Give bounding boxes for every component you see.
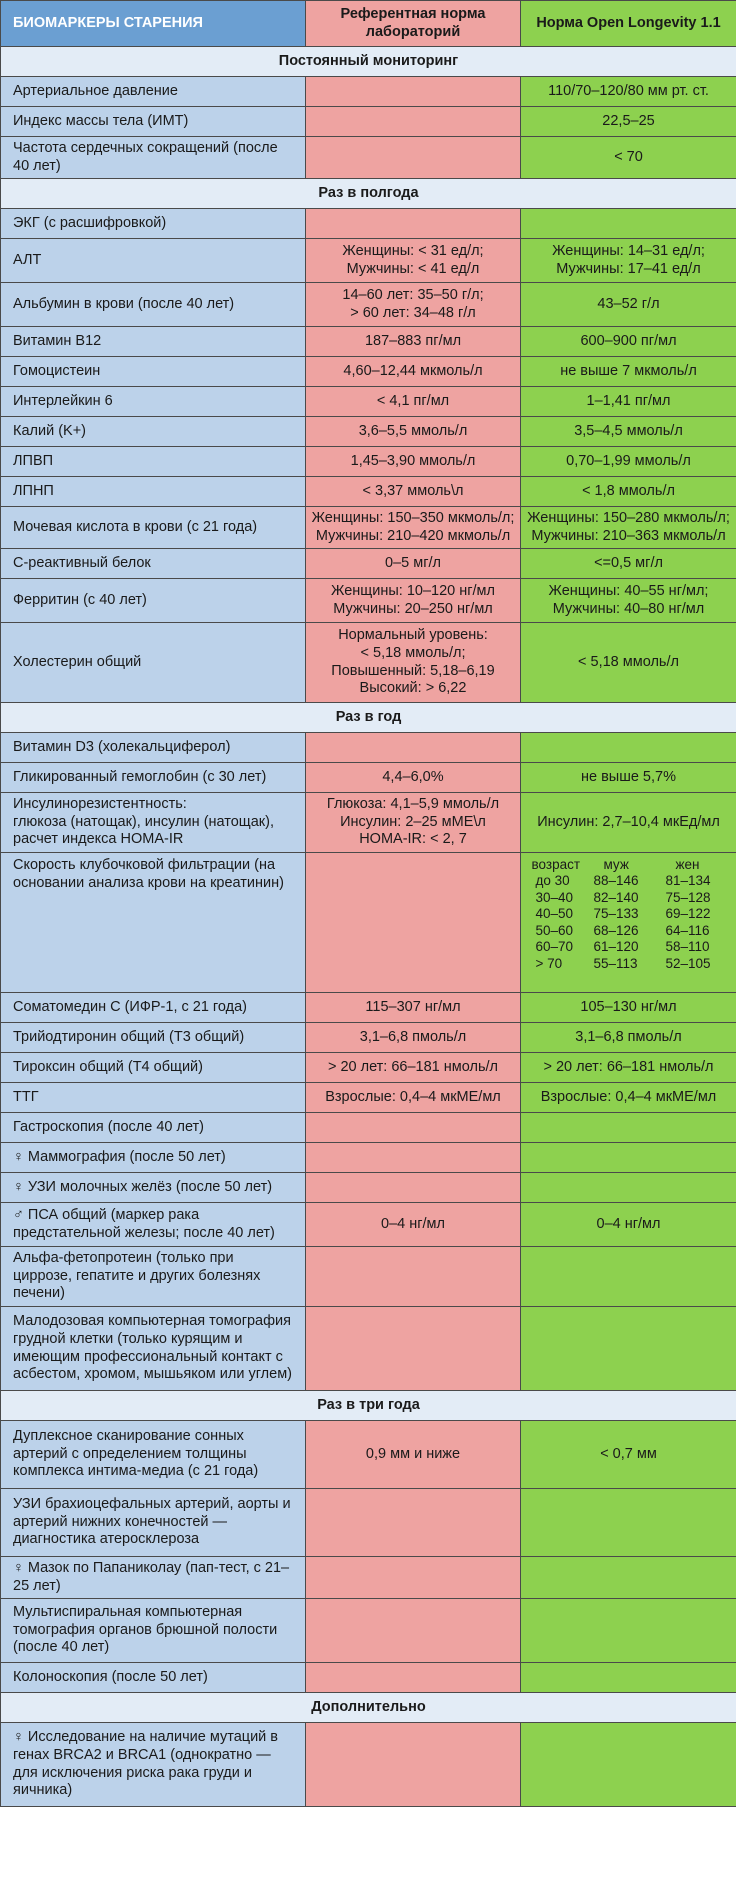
text-line: 4,60–12,44 мкмоль/л bbox=[343, 362, 483, 379]
biomarker-row bbox=[1, 239, 736, 283]
text-line: <=0,5 мг/л bbox=[594, 554, 663, 571]
biomarker-row bbox=[1, 1489, 736, 1557]
lab-reference-value bbox=[306, 1421, 521, 1489]
open-longevity-value bbox=[521, 1489, 736, 1557]
lab-reference-value bbox=[306, 209, 521, 239]
text-line: циррозе, гепатите и других болезнях bbox=[13, 1267, 261, 1284]
header-lab-reference bbox=[306, 1, 521, 47]
text-line: ♀ Мазок по Папаниколау (пап-тест, с 21– bbox=[13, 1559, 290, 1576]
biomarker-name bbox=[1, 137, 306, 179]
text-line: Женщины: < 31 ед/л; bbox=[342, 242, 484, 259]
text-line: Референтная норма bbox=[340, 5, 486, 22]
text-line: Ферритин (с 40 лет) bbox=[13, 591, 147, 608]
open-longevity-value bbox=[521, 1203, 736, 1247]
biomarker-row bbox=[1, 209, 736, 239]
open-longevity-value bbox=[521, 239, 736, 283]
biomarker-name bbox=[1, 993, 306, 1023]
open-longevity-value bbox=[521, 1053, 736, 1083]
text-line: Интерлейкин 6 bbox=[13, 392, 113, 409]
text-line: ЛПВП bbox=[13, 452, 54, 469]
text-line: < 3,37 ммоль\л bbox=[362, 482, 464, 499]
lab-reference-value bbox=[306, 447, 521, 477]
biomarker-name bbox=[1, 239, 306, 283]
open-longevity-value bbox=[521, 137, 736, 179]
open-longevity-value bbox=[521, 77, 736, 107]
lab-reference-value bbox=[306, 623, 521, 703]
text-line: 3,1–6,8 пмоль/л bbox=[575, 1028, 682, 1045]
gfr-cell: до 30 bbox=[535, 873, 570, 889]
text-line: Взрослые: 0,4–4 мкМЕ/мл bbox=[325, 1088, 501, 1105]
biomarker-name bbox=[1, 1143, 306, 1173]
biomarker-name bbox=[1, 579, 306, 623]
text-line: ♀ УЗИ молочных желёз (после 50 лет) bbox=[13, 1178, 273, 1195]
open-longevity-value bbox=[521, 1663, 736, 1693]
biomarker-row bbox=[1, 1083, 736, 1113]
text-line: Скорость клубочковой фильтрации (на bbox=[13, 857, 276, 873]
biomarker-row bbox=[1, 1599, 736, 1663]
biomarker-name bbox=[1, 209, 306, 239]
gfr-cell: 30–40 bbox=[535, 889, 574, 905]
gfr-cell: 52–105 bbox=[665, 955, 711, 971]
lab-reference-value bbox=[306, 1053, 521, 1083]
section-row bbox=[1, 1391, 736, 1421]
gfr-cell: 60–70 bbox=[535, 939, 574, 955]
biomarker-row bbox=[1, 1203, 736, 1247]
lab-reference-value bbox=[306, 507, 521, 549]
open-longevity-value bbox=[521, 1723, 736, 1807]
text-line: Дуплексное сканирование сонных bbox=[13, 1427, 244, 1444]
biomarker-row bbox=[1, 1723, 736, 1807]
text-line: Гастроскопия (после 40 лет) bbox=[13, 1118, 204, 1135]
text-line: < 5,18 ммоль/л bbox=[578, 653, 679, 670]
text-line: С-реактивный белок bbox=[13, 554, 151, 571]
biomarker-name bbox=[1, 623, 306, 703]
text-line: Калий (K+) bbox=[13, 422, 86, 439]
section-title: Постоянный мониторинг bbox=[1, 47, 736, 77]
lab-reference-value bbox=[306, 77, 521, 107]
open-longevity-value bbox=[521, 1083, 736, 1113]
lab-reference-value bbox=[306, 137, 521, 179]
text-line: Нормальный уровень: bbox=[338, 626, 488, 643]
open-longevity-value bbox=[521, 357, 736, 387]
text-line: Женщины: 10–120 нг/мл bbox=[331, 582, 495, 599]
text-line: 600–900 пг/мл bbox=[580, 332, 677, 349]
biomarker-name bbox=[1, 1599, 306, 1663]
lab-reference-value bbox=[306, 1307, 521, 1391]
text-line: 25 лет) bbox=[13, 1577, 61, 1594]
lab-reference-value bbox=[306, 1489, 521, 1557]
text-line: Частота сердечных сокращений (после bbox=[13, 139, 278, 156]
open-longevity-value bbox=[521, 507, 736, 549]
text-line: генах BRCA2 и BRCA1 (однократно — bbox=[13, 1746, 271, 1763]
biomarker-name bbox=[1, 107, 306, 137]
biomarker-row bbox=[1, 1053, 736, 1083]
text-line: Мужчины: 17–41 ед/л bbox=[556, 260, 701, 277]
section-row bbox=[1, 703, 736, 733]
lab-reference-value bbox=[306, 1247, 521, 1307]
open-longevity-value bbox=[521, 1113, 736, 1143]
gfr-cell: 58–110 bbox=[665, 939, 710, 955]
biomarker-name bbox=[1, 1723, 306, 1807]
text-line: 0–4 нг/мл bbox=[596, 1215, 661, 1232]
text-line: Глюкоза: 4,1–5,9 ммоль/л bbox=[326, 795, 500, 812]
biomarker-name bbox=[1, 327, 306, 357]
lab-reference-value bbox=[306, 1023, 521, 1053]
biomarker-row bbox=[1, 1023, 736, 1053]
biomarker-row bbox=[1, 1173, 736, 1203]
text-line: 110/70–120/80 мм рт. ст. bbox=[548, 82, 709, 99]
open-longevity-value bbox=[521, 1599, 736, 1663]
gfr-header: жен bbox=[675, 857, 700, 872]
text-line: 0–5 мг/л bbox=[385, 554, 441, 571]
lab-reference-value bbox=[306, 1599, 521, 1663]
biomarker-row bbox=[1, 793, 736, 853]
text-line: Женщины: 14–31 ед/л; bbox=[552, 242, 705, 259]
header-biomarkers: БИОМАРКЕРЫ СТАРЕНИЯ bbox=[1, 1, 306, 47]
biomarker-row bbox=[1, 1113, 736, 1143]
text-line: < 4,1 пг/мл bbox=[376, 392, 450, 409]
gfr-cell: 68–126 bbox=[593, 922, 639, 938]
text-line: Витамин В12 bbox=[13, 332, 102, 349]
biomarker-row bbox=[1, 417, 736, 447]
biomarker-row bbox=[1, 77, 736, 107]
biomarker-name bbox=[1, 1489, 306, 1557]
open-longevity-value bbox=[521, 417, 736, 447]
text-line: Соматомедин С (ИФР-1, с 21 года) bbox=[13, 998, 248, 1015]
lab-reference-value bbox=[306, 327, 521, 357]
open-longevity-value bbox=[521, 327, 736, 357]
text-line: Трийодтиронин общий (Т3 общий) bbox=[13, 1028, 245, 1045]
text-line: не выше 5,7% bbox=[580, 768, 676, 785]
text-line: лабораторий bbox=[365, 23, 461, 40]
text-line: комплекса интима-медиа (с 21 года) bbox=[13, 1463, 259, 1480]
biomarker-row bbox=[1, 357, 736, 387]
gfr-cell: 75–133 bbox=[593, 906, 639, 922]
open-longevity-value bbox=[521, 1557, 736, 1599]
gfr-cell: 81–134 bbox=[665, 873, 711, 889]
lab-reference-value bbox=[306, 387, 521, 417]
text-line: Альфа-фетопротеин (только при bbox=[13, 1249, 234, 1266]
text-line: Индекс массы тела (ИМТ) bbox=[13, 112, 189, 129]
gfr-header: возраст bbox=[531, 857, 581, 872]
text-line: глюкоза (натощак), инсулин (натощак), bbox=[13, 813, 275, 830]
text-line: 0,70–1,99 ммоль/л bbox=[566, 452, 691, 469]
text-line: 1–1,41 пг/мл bbox=[586, 392, 671, 409]
biomarker-name bbox=[1, 387, 306, 417]
text-line: не выше 7 мкмоль/л bbox=[560, 362, 697, 379]
text-line: 187–883 пг/мл bbox=[364, 332, 462, 349]
text-line: печени) bbox=[13, 1285, 65, 1302]
biomarker-row bbox=[1, 283, 736, 327]
text-line: Гликированный гемоглобин (с 30 лет) bbox=[13, 768, 267, 785]
biomarker-row bbox=[1, 1663, 736, 1693]
open-longevity-value bbox=[521, 1247, 736, 1307]
lab-reference-value bbox=[306, 793, 521, 853]
lab-reference-value bbox=[306, 283, 521, 327]
biomarker-name bbox=[1, 1173, 306, 1203]
text-line: 115–307 нг/мл bbox=[365, 998, 461, 1015]
text-line: 3,5–4,5 ммоль/л bbox=[574, 422, 683, 439]
gfr-cell: > 70 bbox=[535, 955, 563, 971]
header-row bbox=[1, 1, 736, 47]
text-line: асбестом, хромом, мышьяком или углем) bbox=[13, 1366, 293, 1383]
biomarker-row bbox=[1, 387, 736, 417]
text-line: < 0,7 мм bbox=[600, 1445, 657, 1462]
biomarker-row bbox=[1, 447, 736, 477]
text-line: УЗИ брахиоцефальных артерий, аорты и bbox=[13, 1495, 291, 1512]
text-line: Холестерин общий bbox=[13, 653, 142, 670]
biomarker-name bbox=[1, 1421, 306, 1489]
text-line: > 60 лет: 34–48 г/л bbox=[350, 304, 476, 321]
text-line: Повышенный: 5,18–6,19 bbox=[331, 662, 495, 679]
text-line: 4,4–6,0% bbox=[382, 768, 444, 785]
text-line: 3,1–6,8 пмоль/л bbox=[359, 1028, 467, 1045]
text-line: 14–60 лет: 35–50 г/л; bbox=[342, 286, 484, 303]
biomarker-row bbox=[1, 993, 736, 1023]
biomarker-row bbox=[1, 623, 736, 703]
biomarker-row bbox=[1, 1143, 736, 1173]
open-longevity-value bbox=[521, 1143, 736, 1173]
open-longevity-value bbox=[521, 623, 736, 703]
biomarker-name bbox=[1, 1083, 306, 1113]
biomarker-name bbox=[1, 477, 306, 507]
lab-reference-value bbox=[306, 1173, 521, 1203]
biomarker-row bbox=[1, 1421, 736, 1489]
lab-reference-value bbox=[306, 1663, 521, 1693]
lab-reference-value bbox=[306, 733, 521, 763]
text-line: 0,9 мм и ниже bbox=[365, 1445, 461, 1462]
open-longevity-value bbox=[521, 107, 736, 137]
lab-reference-value bbox=[306, 1083, 521, 1113]
text-line: (после 40 лет) bbox=[13, 1639, 110, 1656]
text-line: 0–4 нг/мл bbox=[381, 1215, 445, 1232]
text-line: диагностика атеросклероза bbox=[13, 1531, 200, 1548]
text-line: Малодозовая компьютерная томография bbox=[13, 1312, 292, 1329]
text-line: Альбумин в крови (после 40 лет) bbox=[13, 295, 235, 312]
biomarker-row bbox=[1, 853, 736, 993]
biomarker-name bbox=[1, 357, 306, 387]
biomarker-name bbox=[1, 1113, 306, 1143]
lab-reference-value bbox=[306, 763, 521, 793]
text-line: Высокий: > 6,22 bbox=[359, 680, 467, 697]
text-line: < 70 bbox=[614, 148, 643, 165]
gfr-cell: 40–50 bbox=[535, 906, 574, 922]
open-longevity-value bbox=[521, 579, 736, 623]
text-line: Инсулинорезистентность: bbox=[13, 795, 187, 812]
header-open-longevity: Норма Open Longevity 1.1 bbox=[521, 1, 736, 47]
text-line: Женщины: 150–350 мкмоль/л; bbox=[311, 509, 515, 526]
text-line: 22,5–25 bbox=[602, 112, 655, 129]
text-line: Инсулин: 2–25 мМЕ\л bbox=[340, 813, 486, 830]
biomarker-name bbox=[1, 77, 306, 107]
text-line: ♀ Исследование на наличие мутаций в bbox=[13, 1728, 279, 1745]
text-line: 3,6–5,5 ммоль/л bbox=[358, 422, 468, 439]
text-line: Мультиспиральная компьютерная bbox=[13, 1603, 243, 1620]
biomarker-row bbox=[1, 549, 736, 579]
gfr-cell: 88–146 bbox=[593, 873, 639, 889]
lab-reference-value bbox=[306, 1113, 521, 1143]
biomarker-name bbox=[1, 507, 306, 549]
text-line: ТТГ bbox=[13, 1088, 39, 1105]
open-longevity-value bbox=[521, 447, 736, 477]
gfr-cell: 50–60 bbox=[535, 922, 574, 938]
text-line: томография органов брюшной полости bbox=[13, 1621, 278, 1638]
biomarker-row bbox=[1, 477, 736, 507]
biomarker-name bbox=[1, 283, 306, 327]
text-line: Взрослые: 0,4–4 мкМЕ/мл bbox=[540, 1088, 717, 1105]
lab-reference-value bbox=[306, 477, 521, 507]
section-row bbox=[1, 47, 736, 77]
biomarker-name bbox=[1, 793, 306, 853]
open-longevity-value bbox=[521, 763, 736, 793]
gfr-cell: 64–116 bbox=[665, 922, 710, 938]
text-line: HOMA-IR: < 2, 7 bbox=[359, 831, 467, 848]
text-line: Мужчины: 20–250 нг/мл bbox=[333, 600, 493, 617]
text-line: > 20 лет: 66–181 нмоль/л bbox=[543, 1058, 714, 1075]
biomarker-row bbox=[1, 579, 736, 623]
open-longevity-value bbox=[521, 387, 736, 417]
text-line: АЛТ bbox=[13, 251, 42, 268]
biomarker-row bbox=[1, 107, 736, 137]
open-longevity-value bbox=[521, 793, 736, 853]
open-longevity-value bbox=[521, 1421, 736, 1489]
section-row bbox=[1, 179, 736, 209]
section-title: Раз в три года bbox=[1, 1391, 736, 1421]
biomarker-name bbox=[1, 1203, 306, 1247]
section-title: Дополнительно bbox=[1, 1693, 736, 1723]
biomarker-name bbox=[1, 549, 306, 579]
gfr-cell: 69–122 bbox=[665, 906, 711, 922]
lab-reference-value bbox=[306, 107, 521, 137]
gfr-cell: 61–120 bbox=[593, 939, 639, 955]
text-line: Мужчины: 210–420 мкмоль/л bbox=[315, 527, 511, 544]
text-line: для исключения риска рака груди и bbox=[13, 1764, 252, 1781]
open-longevity-value bbox=[521, 209, 736, 239]
open-longevity-value bbox=[521, 1173, 736, 1203]
biomarker-row bbox=[1, 327, 736, 357]
biomarker-name bbox=[1, 733, 306, 763]
text-line: Мужчины: < 41 ед/л bbox=[346, 260, 480, 277]
lab-reference-value bbox=[306, 1723, 521, 1807]
text-line: Гомоцистеин bbox=[13, 362, 101, 379]
gfr-cell: 82–140 bbox=[593, 889, 639, 905]
biomarker-row bbox=[1, 733, 736, 763]
text-line: Артериальное давление bbox=[13, 82, 178, 99]
section-title: Раз в полгода bbox=[1, 179, 736, 209]
text-line: грудной клетки (только курящим и bbox=[13, 1330, 243, 1347]
text-line: яичника) bbox=[13, 1782, 73, 1799]
text-line: артерий нижних конечностей — bbox=[13, 1513, 228, 1530]
gfr-norms-table bbox=[532, 857, 726, 972]
gfr-cell: 75–128 bbox=[665, 889, 711, 905]
text-line: < 1,8 ммоль/л bbox=[582, 482, 675, 499]
text-line: ЭКГ (с расшифровкой) bbox=[13, 214, 167, 231]
biomarker-row bbox=[1, 1557, 736, 1599]
biomarker-name bbox=[1, 1663, 306, 1693]
text-line: Витамин D3 (холекальциферол) bbox=[13, 738, 231, 755]
open-longevity-value bbox=[521, 1023, 736, 1053]
biomarker-row bbox=[1, 507, 736, 549]
text-line: < 5,18 ммоль/л; bbox=[360, 644, 466, 661]
gfr-cell: 55–113 bbox=[593, 955, 638, 971]
lab-reference-value bbox=[306, 1203, 521, 1247]
biomarker-name bbox=[1, 1053, 306, 1083]
biomarker-row bbox=[1, 137, 736, 179]
text-line: Женщины: 150–280 мкмоль/л; bbox=[527, 509, 730, 526]
text-line: основании анализа крови на креатинин) bbox=[13, 874, 284, 891]
text-line: артерий с определением толщины bbox=[13, 1445, 247, 1462]
section-title: Раз в год bbox=[1, 703, 736, 733]
text-line: 43–52 г/л bbox=[597, 295, 660, 312]
lab-reference-value bbox=[306, 1143, 521, 1173]
biomarker-row bbox=[1, 763, 736, 793]
text-line: ♀ Маммография (после 50 лет) bbox=[13, 1148, 226, 1165]
text-line: предстательной железы; после 40 лет) bbox=[13, 1224, 275, 1241]
text-line: Мужчины: 40–80 нг/мл bbox=[552, 600, 705, 617]
text-line: Женщины: 40–55 нг/мл; bbox=[548, 582, 709, 599]
biomarker-name bbox=[1, 763, 306, 793]
text-line: Мужчины: 210–363 мкмоль/л bbox=[531, 527, 726, 544]
section-row bbox=[1, 1693, 736, 1723]
text-line: Мочевая кислота в крови (с 21 года) bbox=[13, 518, 258, 535]
text-line: Инсулин: 2,7–10,4 мкЕд/мл bbox=[537, 813, 720, 830]
open-longevity-value bbox=[521, 283, 736, 327]
biomarker-name bbox=[1, 1557, 306, 1599]
open-longevity-value bbox=[521, 549, 736, 579]
biomarker-name bbox=[1, 447, 306, 477]
text-line: расчет индекса HOMA-IR bbox=[13, 831, 184, 848]
biomarker-name bbox=[1, 1247, 306, 1307]
biomarker-row bbox=[1, 1247, 736, 1307]
lab-reference-value bbox=[306, 549, 521, 579]
text-line: 1,45–3,90 ммоль/л bbox=[350, 452, 476, 469]
biomarker-name bbox=[1, 1307, 306, 1391]
open-longevity-value bbox=[521, 477, 736, 507]
text-line: 105–130 нг/мл bbox=[580, 998, 677, 1015]
lab-reference-value bbox=[306, 357, 521, 387]
open-longevity-value bbox=[521, 853, 736, 993]
lab-reference-value bbox=[306, 993, 521, 1023]
lab-reference-value bbox=[306, 417, 521, 447]
lab-reference-value bbox=[306, 579, 521, 623]
text-line: ЛПНП bbox=[13, 482, 54, 499]
lab-reference-value bbox=[306, 239, 521, 283]
text-line: Колоноскопия (после 50 лет) bbox=[13, 1668, 208, 1685]
lab-reference-value bbox=[306, 1557, 521, 1599]
open-longevity-value bbox=[521, 1307, 736, 1391]
text-line: имеющим профессиональный контакт с bbox=[13, 1348, 283, 1365]
text-line: > 20 лет: 66–181 нмоль/л bbox=[327, 1058, 499, 1075]
text-line: 40 лет) bbox=[13, 157, 61, 174]
open-longevity-value bbox=[521, 733, 736, 763]
biomarker-name bbox=[1, 417, 306, 447]
open-longevity-value bbox=[521, 993, 736, 1023]
biomarker-name bbox=[1, 853, 306, 993]
text-line: ♂ ПСА общий (маркер рака bbox=[13, 1206, 200, 1223]
text-line: Тироксин общий (Т4 общий) bbox=[13, 1058, 203, 1075]
biomarker-row bbox=[1, 1307, 736, 1391]
lab-reference-value bbox=[306, 853, 521, 993]
biomarker-name bbox=[1, 1023, 306, 1053]
gfr-header: муж bbox=[603, 857, 629, 872]
